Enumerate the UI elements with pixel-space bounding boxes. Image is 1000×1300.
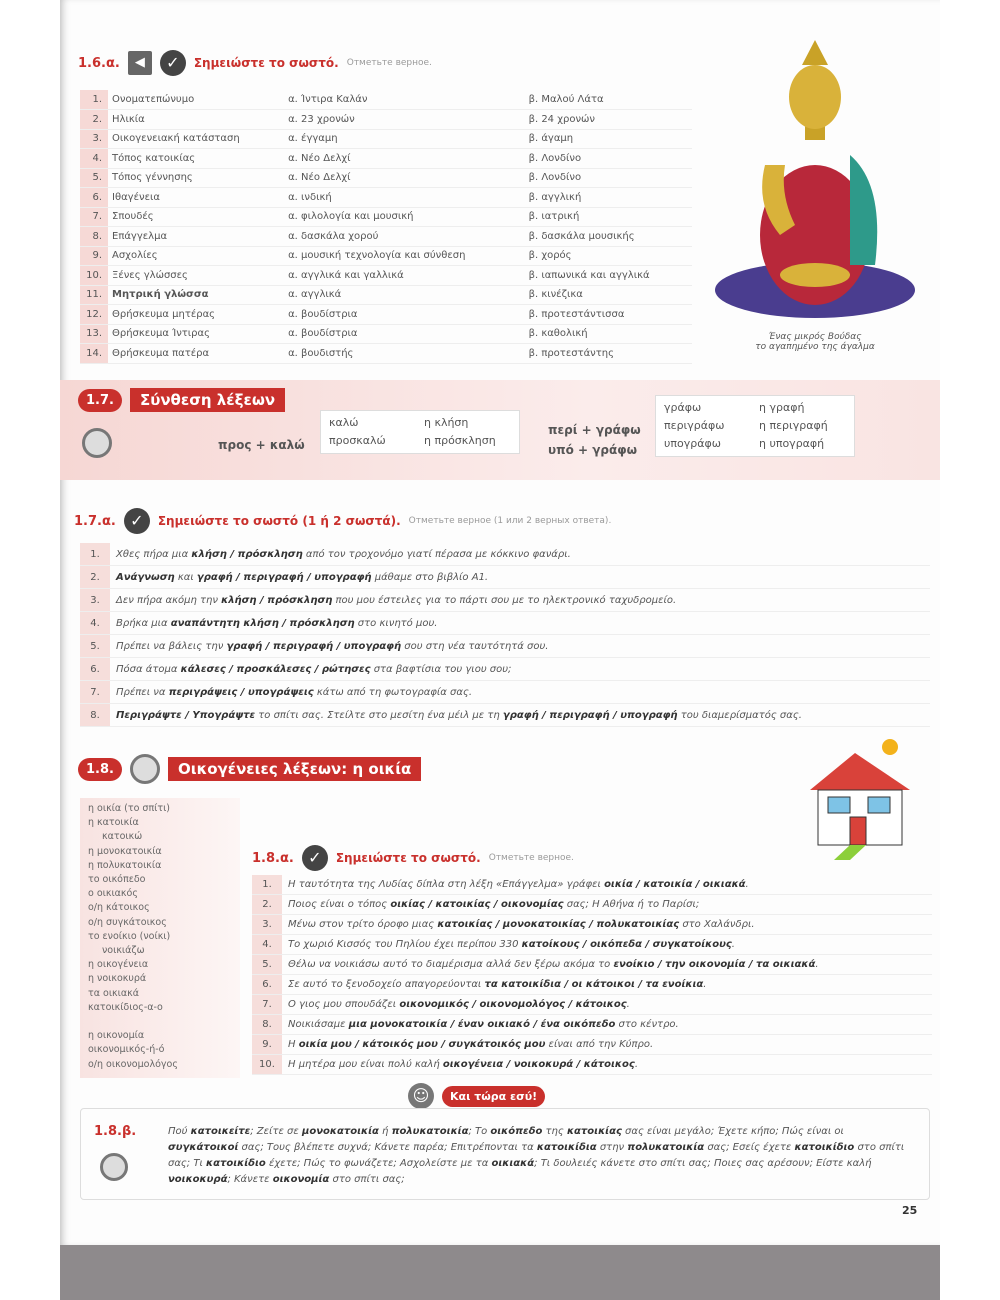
item-sentence — [282, 1019, 679, 1030]
word-family-item: η μονοκατοικία — [88, 845, 162, 857]
sentence-text: Πρέπει να βάλεις την — [116, 640, 227, 652]
sentence-text: στο σπίτι σας; — [329, 1174, 405, 1185]
option-a: α. δασκάλα χορού — [284, 227, 524, 247]
option-b: β. Λονδίνο — [525, 168, 692, 188]
option-b: β. προτεστάντισσα — [525, 305, 692, 325]
choice-text: οικόπεδο — [490, 1126, 543, 1137]
option-a: α. φιλολογία και μουσική — [284, 207, 524, 227]
section-1-8-header — [78, 754, 421, 784]
exercise-1-7-a-header — [74, 508, 611, 534]
option-a: α. ινδική — [284, 188, 524, 208]
sentence-text: . — [745, 879, 749, 890]
exercise-1-6-a-header — [78, 50, 432, 76]
exercise-instruction: Σημειώστε το σωστό. — [193, 56, 339, 70]
item-number: 7. — [80, 681, 110, 703]
row-number: 5. — [80, 168, 108, 188]
sentence-text: ; Τι δουλειές κάνετε στο σπίτι σας; Ποιες σας αρέσουν; Είστε καλή — [534, 1158, 872, 1169]
list-item — [252, 955, 932, 975]
table-row — [80, 129, 692, 149]
item-sentence — [282, 979, 706, 990]
list-item — [80, 543, 930, 566]
list-item — [252, 1055, 932, 1075]
item-number: 6. — [80, 658, 110, 680]
item-number: 4. — [80, 612, 110, 634]
item-sentence — [110, 549, 571, 560]
option-a: α. βουδιστής — [284, 344, 524, 364]
word-family-item: οικονομικός-ή-ό — [88, 1044, 165, 1056]
caption-line: το αγαπημένο της άγαλμα — [755, 342, 875, 352]
sentence-text: Χθες πήρα μια — [116, 548, 192, 560]
word-family-list — [80, 798, 240, 1078]
sentence-text: κάτω από τη φωτογραφία σας. — [313, 686, 473, 698]
item-sentence — [110, 595, 676, 606]
choice-text: γραφή / περιγραφή / υπογραφή — [226, 640, 402, 652]
section-number: 1.7. — [78, 389, 122, 412]
choice-text: οικίας / κατοικίας / οικονομίας — [390, 899, 564, 910]
row-number: 10. — [80, 266, 108, 286]
sentence-text: είναι από την Κύπρο. — [545, 1039, 654, 1050]
row-number: 6. — [80, 188, 108, 208]
choice-text: οικία μου / κάτοικός μου / συγκάτοικός μου — [298, 1039, 546, 1050]
sentence-text: Πρέπει να — [116, 686, 169, 698]
field-label: Θρήσκευμα Ίντιρας — [108, 324, 284, 344]
item-number: 5. — [252, 955, 282, 974]
sentence-text: Θέλω να νοικιάσω αυτό το διαμέρισμα αλλά δεν ξέρω ακόμα το — [288, 959, 614, 970]
item-number: 2. — [80, 566, 110, 588]
field-label: Μητρική γλώσσα — [108, 285, 284, 305]
option-a: α. βουδίστρια — [284, 324, 524, 344]
option-b: β. δασκάλα μουσικής — [525, 227, 692, 247]
exercise-number: 1.8.β. — [94, 1124, 137, 1139]
row-number: 2. — [80, 110, 108, 130]
item-sentence — [110, 618, 437, 629]
sentence-text: Νοικιάσαμε — [288, 1019, 349, 1030]
word-family-item: νοικιάζω — [102, 945, 145, 957]
list-item — [80, 635, 930, 658]
sentence-text: μάθαμε στο βιβλίο Α1. — [371, 571, 489, 583]
magnifier-icon — [130, 754, 160, 784]
sentence-text: σας είναι μεγάλο; Έχετε κήπο; Πώς είναι οι — [621, 1126, 844, 1137]
choice-text: περιγράψεις / υπογράψεις — [168, 686, 314, 698]
item-number: 4. — [252, 935, 282, 954]
option-a: α. έγγαμη — [284, 129, 524, 149]
list-item — [80, 566, 930, 589]
item-number: 8. — [80, 704, 110, 726]
verb: προσκαλώ — [329, 434, 386, 447]
field-label: Τόπος κατοικίας — [108, 149, 284, 169]
field-label: Θρήσκευμα πατέρα — [108, 344, 284, 364]
option-b: β. χορός — [525, 246, 692, 266]
left-word-box — [320, 410, 520, 454]
field-label: Οικογενειακή κατάσταση — [108, 129, 284, 149]
choice-text: γραφή / περιγραφή / υπογραφή — [502, 709, 678, 721]
buddha-caption — [705, 332, 925, 352]
sentence-text: . — [626, 999, 630, 1010]
word-family-item: η κατοικία — [88, 817, 139, 829]
table-row — [80, 207, 692, 227]
magnifier-icon — [82, 428, 112, 458]
item-number: 2. — [252, 895, 282, 914]
word-family-item: κατοικίδιος-α-ο — [88, 1001, 163, 1013]
formula-ypo-grafo: υπό + γράφω — [548, 443, 638, 457]
word-family-item: ο/η οικονομολόγος — [88, 1058, 178, 1070]
speaking-icon — [100, 1153, 128, 1181]
sentence-text: ή — [378, 1126, 392, 1137]
list-item — [80, 658, 930, 681]
choice-text: κλήση / πρόσκληση — [191, 548, 303, 560]
exercise-hint: Отметьте верное. — [488, 853, 574, 863]
section-title: Σύνθεση λέξεων — [130, 388, 285, 412]
word-family-item: ο/η συγκάτοικος — [88, 916, 167, 928]
table-row — [80, 149, 692, 169]
table-row — [80, 344, 692, 364]
field-label: Σπουδές — [108, 207, 284, 227]
sentence-text: Η — [288, 1039, 299, 1050]
word-family-item: η οικία (το σπίτι) — [88, 803, 171, 814]
sentence-text: Βρήκα μια — [116, 617, 171, 629]
exercise-1-7-a-list — [80, 543, 930, 727]
noun: η περιγραφή — [759, 419, 828, 432]
word-family-item: η οικογένεια — [88, 959, 149, 971]
checkmark-icon: ✓ — [302, 845, 328, 871]
choice-text: Περιγράψτε / Υπογράψτε — [116, 709, 256, 721]
table-row — [80, 227, 692, 247]
word-family-item: ο οικιακός — [88, 888, 138, 900]
right-formulas — [548, 420, 641, 460]
sentence-text: . — [815, 959, 819, 970]
option-a: α. Νέο Δελχί — [284, 168, 524, 188]
exercise-instruction: Σημειώστε το σωστό (1 ή 2 σωστά). — [157, 514, 401, 528]
table-row — [80, 188, 692, 208]
choice-text: κλήση / πρόσκληση — [221, 594, 333, 606]
sentence-text: σας; Τους βλέπετε συχνά; Κάνετε παρέα; Επιτρέπονται τα — [238, 1142, 537, 1153]
sentence-text: Η ταυτότητα της Λυδίας δίπλα στη λέξη «Επάγγελμα» γράφει — [288, 879, 605, 890]
sentence-text: στο κέντρο. — [615, 1019, 679, 1030]
choice-text: Ανάγνωση — [116, 571, 175, 583]
word-family-item: η νοικοκυρά — [88, 973, 147, 985]
item-sentence — [282, 1039, 653, 1050]
exercise-hint: Отметьте верное. — [346, 58, 432, 68]
list-item — [252, 1035, 932, 1055]
noun: η κλήση — [424, 416, 469, 429]
sentence-text: στα βαφτίσια του γιου σου; — [370, 663, 512, 675]
choice-text: μονοκατοικία — [301, 1126, 379, 1137]
item-number: 10. — [252, 1055, 282, 1074]
choice-text: κατοικίδια — [536, 1142, 597, 1153]
exercise-number: 1.8.α. — [252, 850, 294, 866]
scan-bottom-band — [60, 1245, 940, 1300]
list-item — [252, 875, 932, 895]
exercise-number: 1.7.α. — [74, 513, 116, 529]
field-label: Ηλικία — [108, 110, 284, 130]
exercise-1-8-b-text — [168, 1124, 908, 1188]
choice-text: οικιακά — [491, 1158, 535, 1169]
item-sentence — [110, 572, 488, 583]
checkmark-icon: ✓ — [124, 508, 150, 534]
sentence-text: και — [174, 571, 197, 583]
list-item — [252, 995, 932, 1015]
sentence-text: ; Κάνετε — [227, 1174, 273, 1185]
choice-text: κατοικίας / μονοκατοικίας / πολυκατοικίας — [437, 919, 680, 930]
item-sentence — [282, 1059, 638, 1070]
word-pair — [329, 432, 511, 450]
field-label: Επάγγελμα — [108, 227, 284, 247]
item-number: 8. — [252, 1015, 282, 1034]
row-number: 4. — [80, 149, 108, 169]
sentence-text: στο σπίτι σας; Τι — [168, 1142, 905, 1169]
verb: υπογράφω — [664, 437, 721, 450]
section-title: Οικογένειες λέξεων: η οικία — [168, 757, 421, 781]
list-item — [252, 1015, 932, 1035]
word-pair — [664, 399, 846, 417]
audio-speaker-icon[interactable]: ◀ — [128, 51, 152, 75]
now-you-header — [408, 1083, 545, 1109]
word-family-item: η οικονομία — [88, 1030, 145, 1042]
sentence-text: Το χωριό Κισσός του Πηλίου έχει περίπου 330 — [288, 939, 522, 950]
word-family-item: κατοικώ — [102, 831, 143, 843]
sentence-text: που μου έστειλες για το πάρτι σου με το ηλεκτρονικό ταχυδρομείο. — [332, 594, 677, 606]
buddha-statue-image — [710, 35, 920, 325]
choice-text: κατοίκους / οικόπεδα / συγκατοίκους — [521, 939, 732, 950]
table-row — [80, 90, 692, 110]
choice-text: πολυκατοικία — [627, 1142, 705, 1153]
list-item — [252, 915, 932, 935]
sentence-text: Ο γιος μου σπουδάζει — [288, 999, 400, 1010]
list-item — [80, 704, 930, 727]
option-b: β. κινέζικα — [525, 285, 692, 305]
word-family-item: ο/η κάτοικος — [88, 902, 150, 914]
sentence-text: ; Το — [468, 1126, 491, 1137]
row-number: 12. — [80, 305, 108, 325]
choice-text: αναπάντητη κλήση / πρόσκληση — [170, 617, 355, 629]
choice-text: κατοικίας — [566, 1126, 622, 1137]
table-row — [80, 246, 692, 266]
choice-text: οικονομία — [272, 1174, 330, 1185]
sentence-text: Πόσα άτομα — [116, 663, 181, 675]
item-sentence — [282, 919, 755, 930]
item-sentence — [110, 687, 472, 698]
option-b: β. 24 χρονών — [525, 110, 692, 130]
noun: η υπογραφή — [759, 437, 825, 450]
sentence-text: στο κινητό μου. — [354, 617, 438, 629]
checkmark-icon: ✓ — [160, 50, 186, 76]
exercise-hint: Отметьте верное (1 или 2 верных ответа). — [408, 516, 612, 526]
sentence-text: σας; Εσείς έχετε — [704, 1142, 795, 1153]
section-1-7-header — [78, 388, 285, 412]
choice-text: πολυκατοικία — [391, 1126, 469, 1137]
word-family-item: το οικόπεδο — [88, 874, 146, 886]
option-b: β. καθολική — [525, 324, 692, 344]
choice-text: κατοικίδιο — [794, 1142, 855, 1153]
sentence-text: της — [542, 1126, 567, 1137]
choice-text: τα κατοικίδια / οι κάτοικοι / τα ενοίκια — [484, 979, 704, 990]
option-b: β. ιατρική — [525, 207, 692, 227]
sentence-text: του διαμερίσματός σας. — [677, 709, 802, 721]
option-a: α. Νέο Δελχί — [284, 149, 524, 169]
formula-pros-kalo: προς + καλώ — [218, 438, 305, 452]
choice-text: μια μονοκατοικία / έναν οικιακό / ένα οικόπεδο — [348, 1019, 616, 1030]
sentence-text: . — [634, 1059, 639, 1070]
option-a: α. αγγλικά — [284, 285, 524, 305]
word-pair — [664, 417, 846, 435]
item-number: 7. — [252, 995, 282, 1014]
choice-text: οικονομικός / οικονομολόγος / κάτοικος — [399, 999, 627, 1010]
list-item — [80, 612, 930, 635]
choice-text: κατοικίδιο — [206, 1158, 266, 1169]
row-number: 13. — [80, 324, 108, 344]
table-row — [80, 266, 692, 286]
sentence-text: . — [703, 979, 707, 990]
word-pair — [329, 414, 511, 432]
row-number: 1. — [80, 90, 108, 110]
option-b: β. άγαμη — [525, 129, 692, 149]
sentence-text: ; Ζείτε σε — [250, 1126, 302, 1137]
sentence-text: έχετε; Πώς το φωνάζετε; Ασχολείστε με τα — [265, 1158, 492, 1169]
formula-peri-grafo: περί + γράφω — [548, 423, 641, 437]
verb: καλώ — [329, 416, 359, 429]
choice-text: συγκάτοικοί — [168, 1142, 239, 1153]
row-number: 8. — [80, 227, 108, 247]
noun: η πρόσκληση — [424, 434, 496, 447]
item-number: 1. — [252, 875, 282, 894]
table-row — [80, 285, 692, 305]
word-family-item: το ενοίκιο (νοίκι) — [88, 930, 171, 942]
sentence-text: από τον τροχονόμο γιατί πέρασα με κόκκινο φανάρι. — [302, 548, 571, 560]
table-row — [80, 110, 692, 130]
sentence-text: σου στη νέα ταυτότητά σου. — [401, 640, 549, 652]
row-number: 9. — [80, 246, 108, 266]
choice-text: κάλεσες / προσκάλεσες / ρώτησες — [180, 663, 371, 675]
item-sentence — [282, 899, 699, 910]
field-label: Ιθαγένεια — [108, 188, 284, 208]
sentence-text: στο Χαλάνδρι. — [679, 919, 755, 930]
option-a: α. Ίντιρα Καλάν — [284, 90, 524, 110]
caption-line: Ένας μικρός Βούδας — [768, 332, 862, 342]
smiley-icon: ☺ — [408, 1083, 434, 1109]
field-label: Τόπος γέννησης — [108, 168, 284, 188]
list-item — [80, 589, 930, 612]
sentence-text: . — [731, 939, 735, 950]
choice-text: οικία / κατοικία / οικιακά — [604, 879, 746, 890]
choice-text: γραφή / περιγραφή / υπογραφή — [196, 571, 372, 583]
item-sentence — [282, 959, 819, 970]
word-family-item: τα οικιακά — [88, 987, 139, 999]
sentence-text: Δεν πήρα ακόμη την — [116, 594, 222, 606]
verb: περιγράφω — [664, 419, 725, 432]
sentence-text: Η μητέρα μου είναι πολύ καλή — [288, 1059, 443, 1070]
sentence-text: Ποιος είναι ο τόπος — [288, 899, 391, 910]
field-label: Ασχολίες — [108, 246, 284, 266]
list-item — [252, 895, 932, 915]
verb: γράφω — [664, 401, 702, 414]
exercise-number: 1.6.α. — [78, 55, 120, 71]
choice-text: ενοίκιο / την οικονομία / τα οικιακά — [613, 959, 816, 970]
word-family-item: η πολυκατοικία — [88, 859, 162, 871]
right-word-box — [655, 395, 855, 457]
field-label: Ονοματεπώνυμο — [108, 90, 284, 110]
option-b: β. προτεστάντης — [525, 344, 692, 364]
section-number: 1.8. — [78, 758, 122, 781]
table-row — [80, 324, 692, 344]
item-sentence — [282, 879, 749, 890]
choice-text: νοικοκυρά — [168, 1174, 228, 1185]
exercise-1-8-a-list — [252, 875, 932, 1075]
exercise-1-8-a-header — [252, 845, 574, 871]
row-number: 11. — [80, 285, 108, 305]
house-image — [790, 735, 925, 860]
choice-text: οικογένεια / νοικοκυρά / κάτοικος — [442, 1059, 635, 1070]
option-b: β. αγγλική — [525, 188, 692, 208]
table-row — [80, 168, 692, 188]
item-sentence — [110, 710, 802, 721]
sentence-text: στην — [596, 1142, 628, 1153]
list-item — [252, 935, 932, 955]
sentence-text: το σπίτι σας. Στείλτε στο μεσίτη ένα μέιλ με τη — [255, 709, 503, 721]
item-number: 3. — [80, 589, 110, 611]
exercise-instruction: Σημειώστε το σωστό. — [335, 851, 481, 865]
row-number: 14. — [80, 344, 108, 364]
item-sentence — [282, 939, 735, 950]
choice-text: κατοικείτε — [190, 1126, 251, 1137]
row-number: 7. — [80, 207, 108, 227]
row-number: 3. — [80, 129, 108, 149]
item-number: 3. — [252, 915, 282, 934]
item-sentence — [110, 641, 548, 652]
sentence-text: Μένω στον τρίτο όροφο μιας — [288, 919, 438, 930]
sentence-text: Πού — [168, 1126, 191, 1137]
sentence-text: σας; Η Αθήνα ή το Παρίσι; — [563, 899, 700, 910]
option-b: β. ιαπωνικά και αγγλικά — [525, 266, 692, 286]
option-a: α. 23 χρονών — [284, 110, 524, 130]
item-number: 1. — [80, 543, 110, 565]
now-you-badge: Και τώρα εσύ! — [442, 1086, 545, 1107]
table-row — [80, 305, 692, 325]
field-label: Θρήσκευμα μητέρας — [108, 305, 284, 325]
item-number: 9. — [252, 1035, 282, 1054]
option-b: β. Μαλού Λάτα — [525, 90, 692, 110]
profile-table — [80, 90, 692, 364]
sentence-text: Σε αυτό το ξενοδοχείο απαγορεύονται — [288, 979, 485, 990]
item-number: 6. — [252, 975, 282, 994]
list-item — [80, 681, 930, 704]
option-a: α. βουδίστρια — [284, 305, 524, 325]
word-family-item — [88, 1015, 232, 1029]
field-label: Ξένες γλώσσες — [108, 266, 284, 286]
noun: η γραφή — [759, 401, 805, 414]
item-sentence — [282, 999, 630, 1010]
page-number: 25 — [902, 1204, 918, 1217]
item-sentence — [110, 664, 511, 675]
option-a: α. αγγλικά και γαλλικά — [284, 266, 524, 286]
item-number: 5. — [80, 635, 110, 657]
option-b: β. Λονδίνο — [525, 149, 692, 169]
word-pair — [664, 435, 846, 453]
list-item — [252, 975, 932, 995]
option-a: α. μουσική τεχνολογία και σύνθεση — [284, 246, 524, 266]
